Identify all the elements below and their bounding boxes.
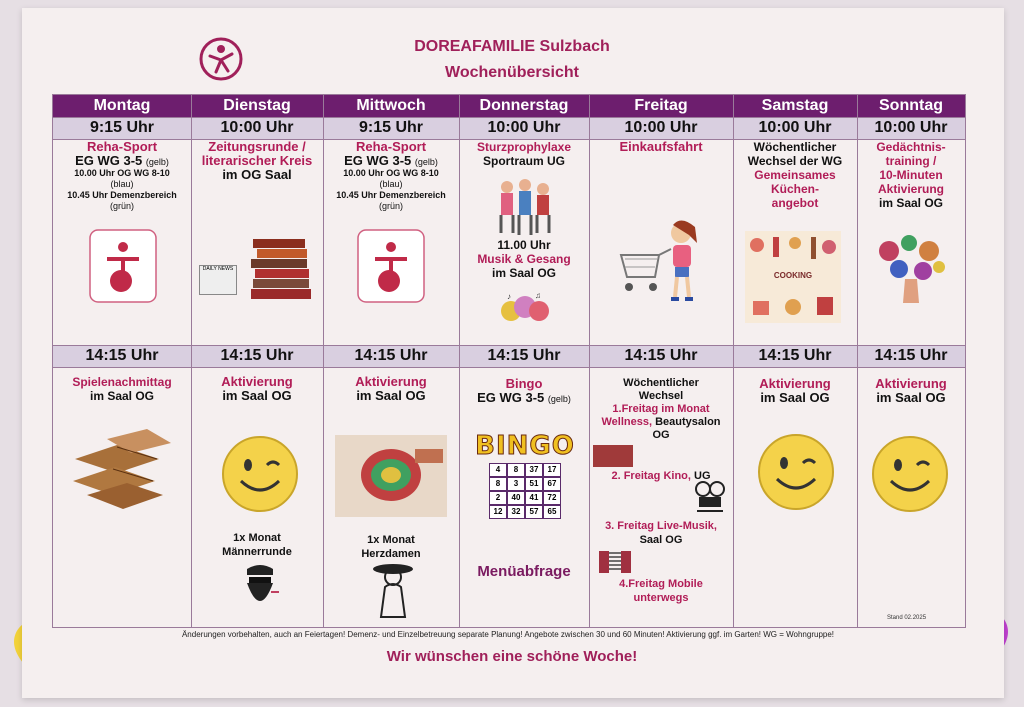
activity-detail: 10.45 Uhr Demenzbereich bbox=[67, 190, 177, 200]
cooking-illustration bbox=[745, 231, 841, 323]
activity-note: Männerrunde bbox=[222, 546, 292, 558]
activity-title: Musik & Gesang bbox=[477, 252, 571, 266]
activity-note: Herzdamen bbox=[361, 548, 421, 560]
exercise-group-image bbox=[493, 177, 557, 237]
film-projector-icon bbox=[693, 481, 729, 513]
rehab-exercise-icon bbox=[89, 229, 157, 303]
bingo-number-grid bbox=[489, 463, 561, 519]
activity-detail: (grün) bbox=[109, 201, 134, 211]
am-cell-freitag bbox=[589, 140, 733, 154]
activity-location: im Saal OG bbox=[222, 388, 292, 403]
bingo-number: 41 bbox=[525, 491, 543, 505]
pm-cell-freitag-4 bbox=[589, 577, 733, 605]
activity-location: im Saal OG bbox=[760, 390, 830, 405]
activity-note: 1x Monat bbox=[367, 534, 415, 546]
activity-title: Spielenachmittag bbox=[72, 375, 172, 389]
am-time-dienstag: 10:00 Uhr bbox=[191, 117, 323, 139]
bingo-number: 32 bbox=[507, 505, 525, 519]
pm-cell-freitag bbox=[589, 377, 733, 442]
activity-title: Aktivierung bbox=[221, 374, 293, 389]
newspaper-text: DAILY NEWS bbox=[202, 266, 234, 272]
friday-item-1: 1.Freitag im Monat bbox=[612, 403, 710, 415]
am-cell-samstag bbox=[733, 140, 857, 210]
footer-note: Änderungen vorbehalten, auch an Feiertagen! Demenz- und Einzelbetreuung separate Planung! Angebote zwischen 30 und 60 Minuten! Aktivierung ggf. im Garten! WG = Wohngruppe! bbox=[181, 630, 835, 639]
activity-location: im Saal OG bbox=[491, 266, 557, 280]
am-time-freitag: 10:00 Uhr bbox=[589, 117, 733, 139]
activity-note: Wöchentlicher bbox=[753, 140, 837, 154]
activity-location: im Saal OG bbox=[89, 389, 155, 403]
divider bbox=[459, 95, 460, 627]
pm-cell-freitag-3 bbox=[589, 519, 733, 547]
pm-time-freitag: 14:15 Uhr bbox=[589, 345, 733, 367]
board-games-image bbox=[67, 429, 177, 511]
pm-time-mittwoch: 14:15 Uhr bbox=[323, 345, 459, 367]
activity-title: Zeitungsrunde / bbox=[208, 139, 306, 154]
friday-item-3b: Saal OG bbox=[639, 534, 683, 546]
friday-item-1b: Wellness, bbox=[601, 416, 653, 428]
activity-detail: 10.45 Uhr Demenzbereich bbox=[336, 190, 446, 200]
bingo-number: 17 bbox=[543, 463, 561, 477]
divider bbox=[53, 117, 965, 118]
pm-cell-samstag bbox=[733, 377, 857, 405]
winking-smiley-icon bbox=[221, 435, 299, 513]
bingo-number: 72 bbox=[543, 491, 561, 505]
day-header-sonntag: Sonntag bbox=[857, 95, 965, 117]
pm-cell-sonntag bbox=[857, 377, 965, 405]
girl-shopping-cart-image bbox=[619, 215, 707, 305]
brain-gears-image bbox=[869, 231, 953, 307]
stand-date: Stand 02.2025 bbox=[887, 615, 927, 621]
rehab-exercise-icon bbox=[357, 229, 425, 303]
location-note: (gelb) bbox=[547, 394, 571, 404]
bingo-number: 8 bbox=[507, 463, 525, 477]
friday-item-2b: UG bbox=[694, 470, 711, 482]
activity-detail: 10.00 Uhr OG WG 8-10 bbox=[74, 168, 170, 178]
activity-location: EG WG 3-5 bbox=[477, 390, 545, 405]
activity-location: im OG Saal bbox=[222, 167, 292, 182]
am-time-montag: 9:15 Uhr bbox=[53, 117, 191, 139]
activity-title: Sturzprophylaxe bbox=[476, 140, 572, 154]
location-note: (gelb) bbox=[414, 157, 438, 167]
bearded-man-icon bbox=[241, 561, 279, 619]
pm-time-dienstag: 14:15 Uhr bbox=[191, 345, 323, 367]
activity-title: Gedächtnis- bbox=[876, 140, 946, 154]
svg-text:♪: ♪ bbox=[507, 292, 511, 301]
activity-title: Aktivierung bbox=[875, 376, 947, 391]
activity-title: Küchen- bbox=[771, 182, 819, 196]
pm-cell-mittwoch-extra bbox=[323, 533, 459, 561]
newspaper-image bbox=[199, 265, 237, 295]
activity-title: training / bbox=[885, 154, 937, 168]
closing-greeting: Wir wünschen eine schöne Woche! bbox=[386, 648, 638, 665]
bingo-number: 51 bbox=[525, 477, 543, 491]
activity-title: Aktivierung bbox=[759, 376, 831, 391]
pm-cell-dienstag-extra bbox=[191, 531, 323, 559]
activity-title: Einkaufsfahrt bbox=[619, 139, 703, 154]
svg-text:♫: ♫ bbox=[535, 291, 541, 300]
books-stack-image bbox=[249, 235, 313, 303]
activity-note: Wechsel der WG bbox=[747, 154, 843, 168]
bingo-number: 37 bbox=[525, 463, 543, 477]
org-name: DOREAFAMILIE Sulzbach bbox=[414, 38, 610, 55]
divider bbox=[53, 367, 965, 368]
bingo-number: 3 bbox=[507, 477, 525, 491]
am-cell-dienstag bbox=[191, 140, 323, 182]
activity-location: EG WG 3-5 bbox=[75, 153, 143, 168]
activity-title: angebot bbox=[771, 196, 819, 210]
friday-item-1c: Beautysalon bbox=[655, 416, 721, 428]
bingo-number: 65 bbox=[543, 505, 561, 519]
spa-image bbox=[593, 445, 633, 467]
bingo-number: 2 bbox=[489, 491, 507, 505]
pm-time-donnerstag: 14:15 Uhr bbox=[459, 345, 589, 367]
activity-location: im Saal OG bbox=[876, 390, 946, 405]
cooking-text: COOKING bbox=[773, 271, 813, 280]
bingo-number: 8 bbox=[489, 477, 507, 491]
winking-smiley-icon bbox=[871, 435, 949, 513]
winking-smiley-icon bbox=[757, 433, 835, 511]
accordion-icon bbox=[597, 549, 633, 575]
day-header-freitag: Freitag bbox=[589, 95, 733, 117]
day-header-samstag: Samstag bbox=[733, 95, 857, 117]
friday-item-3: 3. Freitag Live-Musik, bbox=[605, 520, 717, 532]
am-time-mittwoch: 9:15 Uhr bbox=[323, 117, 459, 139]
activity-location: im Saal OG bbox=[356, 388, 426, 403]
pm-time-samstag: 14:15 Uhr bbox=[733, 345, 857, 367]
lady-with-hat-icon bbox=[371, 561, 415, 619]
friday-item-4: 4.Freitag Mobile bbox=[619, 578, 703, 590]
activity-location: im Saal OG bbox=[878, 196, 944, 210]
bingo-number: 57 bbox=[525, 505, 543, 519]
friday-item-2: 2. Freitag Kino, bbox=[611, 470, 691, 482]
friday-item-1d: OG bbox=[652, 429, 670, 441]
day-header-montag: Montag bbox=[53, 95, 191, 117]
activity-detail: (blau) bbox=[110, 179, 134, 189]
divider bbox=[53, 345, 965, 346]
pm-cell-mittwoch bbox=[323, 375, 459, 403]
activity-detail: (grün) bbox=[378, 201, 403, 211]
day-header-mittwoch: Mittwoch bbox=[323, 95, 459, 117]
activity-note: 1x Monat bbox=[233, 532, 281, 544]
bingo-number: 4 bbox=[489, 463, 507, 477]
pm-cell-dienstag bbox=[191, 375, 323, 403]
activity-location: Sportraum UG bbox=[482, 154, 565, 168]
activity-location: EG WG 3-5 bbox=[344, 153, 412, 168]
friday-item-4b: unterwegs bbox=[633, 592, 689, 604]
am-cell-sonntag bbox=[857, 140, 965, 210]
page-subtitle: Wochenübersicht bbox=[445, 64, 579, 81]
pm-time-sonntag: 14:15 Uhr bbox=[857, 345, 965, 367]
activity-title: 10-Minuten bbox=[879, 168, 943, 182]
bingo-number: 12 bbox=[489, 505, 507, 519]
pm-time-montag: 14:15 Uhr bbox=[53, 345, 191, 367]
activity-time: 11.00 Uhr bbox=[497, 238, 551, 252]
activity-note: Wechsel bbox=[638, 390, 684, 402]
bingo-card-image bbox=[473, 431, 577, 527]
activity-title: Aktivierung bbox=[355, 374, 427, 389]
activity-title: Reha-Sport bbox=[355, 139, 427, 154]
am-cell-donnerstag-music bbox=[459, 238, 589, 280]
pm-cell-donnerstag-menu bbox=[459, 565, 589, 579]
day-header-donnerstag: Donnerstag bbox=[459, 95, 589, 117]
activity-title: Reha-Sport bbox=[86, 139, 158, 154]
activity-title: Gemeinsames bbox=[754, 168, 836, 182]
am-time-sonntag: 10:00 Uhr bbox=[857, 117, 965, 139]
location-note: (gelb) bbox=[145, 157, 169, 167]
painting-activity-image bbox=[335, 435, 447, 517]
pm-cell-montag bbox=[53, 375, 191, 403]
bingo-number: 67 bbox=[543, 477, 561, 491]
activity-detail: 10.00 Uhr OG WG 8-10 bbox=[343, 168, 439, 178]
am-cell-mittwoch bbox=[323, 140, 459, 212]
activity-title: Bingo bbox=[505, 376, 543, 391]
am-time-donnerstag: 10:00 Uhr bbox=[459, 117, 589, 139]
bingo-word: BINGO bbox=[475, 431, 575, 461]
activity-title: Aktivierung bbox=[877, 182, 944, 196]
am-cell-montag bbox=[53, 140, 191, 212]
activity-note: Wöchentlicher bbox=[623, 377, 699, 389]
activity-title: literarischer Kreis bbox=[201, 153, 313, 168]
am-cell-donnerstag bbox=[459, 140, 589, 168]
singing-group-image bbox=[499, 291, 551, 329]
activity-detail: (blau) bbox=[379, 179, 403, 189]
pm-cell-donnerstag bbox=[459, 377, 589, 405]
bingo-number: 40 bbox=[507, 491, 525, 505]
weekly-schedule-table bbox=[52, 94, 966, 628]
am-time-samstag: 10:00 Uhr bbox=[733, 117, 857, 139]
day-header-dienstag: Dienstag bbox=[191, 95, 323, 117]
divider bbox=[589, 95, 590, 627]
menu-survey-label: Menüabfrage bbox=[477, 563, 571, 580]
